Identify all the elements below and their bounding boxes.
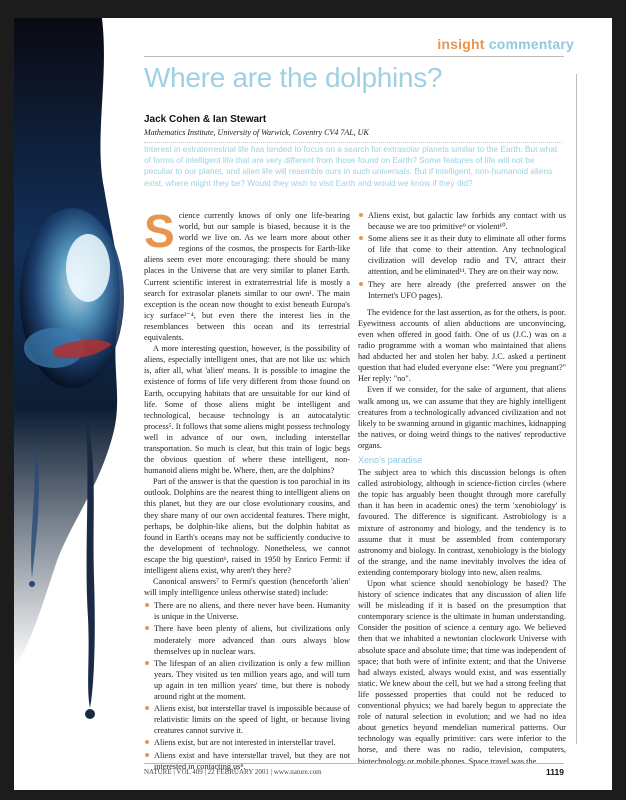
page-number: 1119: [546, 767, 564, 777]
list-item: There have been plenty of aliens, but civilizations only moderately more advanced than ours always blow themselves up in nuclear wars.: [144, 623, 350, 656]
list-item: Some aliens see it as their duty to eliminate all other forms of life that come to their attention. Any technological civilization will develop radio and TV, attract their attention, and be eliminated¹¹. They are on their way now.: [358, 233, 566, 277]
fermi-answers-list: [144, 600, 350, 771]
list-item: Aliens exist and have interstellar travel, but they are not interested in contacting us⁸.: [144, 750, 350, 772]
drop-cap: S: [144, 205, 175, 257]
intro-paragraph: [144, 205, 350, 343]
body-paragraph: A more interesting question, however, is the possibility of aliens, especially intelligent ones, that are not like us: which is, after all, what 'alien' means. It is possible to imagine the existence of forms of life very different from those found on Earth, occupying habitats that are unsuitable for our kind of life. Some of those aliens might be intelligent and technological, because technology is an autocatalytic process⁵. It follows that some aliens might possess technology well in advance of our own, including interstellar transportation. So much is clear, but this train of logic begs the obvious question of where these intelligent, non-humanoid aliens might be. Where, then, are the dolphins?: [144, 344, 350, 476]
article-title: Where are the dolphins?: [144, 62, 443, 93]
body-paragraph: Part of the answer is that the question is too parochial in its outlook. Dolphins are the nearest thing to intelligent aliens on this planet, but they are our close evolutionary cousins, and they share many of our own accidental features. There might, perhaps, be dolphin-like aliens, but the dolphin habitat as found in Earth's oceans may not be sufficiently conducive to the development of technology. Nonetheless, we cannot escape the big question⁶, raised in 1950 by Enrico Fermi: if intelligent aliens exist, why aren't they here?: [144, 477, 350, 575]
abstract-divider: [144, 142, 562, 143]
list-item: Aliens exist, but galactic law forbids any contact with us because we are too primitive⁹ or violent¹⁰.: [358, 210, 566, 232]
magazine-page: [14, 18, 612, 790]
body-paragraph: Upon what science should xenobiology be based? The history of science indicates that any discussion of alien life will be misleading if it is based on the presumption that contemporary science is the ultimate in human understanding. Consider the position of science a century ago. We believed then that we inhabited a newtonian clockwork Universe with absolute space and absolute time; that time was independent of space; that both were of infinite extent; and that the Universe had always existed, always would exist, and was essentially static. We knew about the cell, but we had a strong feeling that life possessed properties that could not be reduced to conventional physics; we had barely begun to appreciate the role of natural selection in evolution; and we had no idea about genetics beyond mendelian numerical patterns. Our technology was equally primitive: cars were inferior to the horse, and there was no radio, television, computers, biotechnology or mobile phones. Space travel was the: [358, 579, 566, 766]
list-item: Aliens exist, but are not interested in interstellar travel.: [144, 737, 350, 748]
body-paragraph: Canonical answers⁷ to Fermi's question (henceforth 'alien' will imply intelligence unless otherwise stated) include:: [144, 577, 350, 598]
intro-text: cience currently knows of only one life-bearing world, but our sample is biased, because it is the world we live on. As we learn more about other regions of the cosmos, the prospects for Earth-like aliens seem ever more encouraging: there should be many places in the Universe that are very similar to planet Earth. Current scientific interest in extraterrestrial life is mostly a search for extrasolar planets similar to our own¹. The main exception is the ocean now thought to exist beneath Europa's icy surface²⁻⁴, but even there the interest lies in the resemblances between this ocean and its terrestrial equivalents.: [144, 211, 350, 343]
section-subheading: Xeno's paradise: [358, 454, 423, 465]
fermi-answers-list-continued: [358, 210, 566, 301]
text-column-right: [358, 210, 566, 767]
text-column-left: [144, 205, 350, 774]
abstract-splash-artwork: [14, 18, 124, 790]
section-word-insight: insight: [437, 36, 485, 52]
article-authors: Jack Cohen & Ian Stewart: [144, 114, 267, 125]
section-tag: [437, 36, 574, 52]
list-item: There are no aliens, and there never have been. Humanity is unique in the Universe.: [144, 600, 350, 622]
body-paragraph: Even if we consider, for the sake of argument, that aliens walk among us, we can assume that they are highly intelligent creatures from a technologically advanced civilization and not likely to be swanning around in gigantic machines, kidnapping the natives, or doing weird things to the natives' reproductive organs.: [358, 385, 566, 450]
journal-citation: NATURE | VOL 409 | 22 FEBRUARY 2001 | www.nature.com: [144, 768, 322, 776]
right-margin-rule: [576, 74, 577, 744]
list-item: Aliens exist, but interstellar travel is impossible because of relativistic limits on the speed of light, or because living creatures cannot survive it.: [144, 703, 350, 736]
list-item: The lifespan of an alien civilization is only a few million years. They visited us ten million years ago, and will turn up again in ten million years' time, but there is nobody around right at the moment.: [144, 658, 350, 702]
section-word-commentary: commentary: [488, 36, 574, 52]
body-paragraph: The evidence for the last assertion, as for the others, is poor. Eyewitness accounts of alien abductions are unconvincing, even when offered in good faith. One of us (J.C.) was on a radio programme with a woman who maintained that aliens had abducted her and stolen her baby. J.C. asked a pertinent question that had eluded everyone else: "Were you pregnant?" Her reply: "no".: [358, 307, 566, 384]
article-column-area: [124, 18, 612, 790]
body-paragraph: The subject area to which this discussion belongs is often called astrobiology, although in science-fiction circles (where the topic has arguably been thought through more carefully than it has been in academic ones) the term 'xenobiology' is favoured. The difference is significant. Astrobiology is a mixture of astronomy and biology, and the tendency is to assume that it must be assembled from contemporary astronomy and biology. In contrast, xenobiology is the biology of the strange, and the name inevitably involves the idea of extending contemporary biology into new, alien realms.: [358, 468, 566, 577]
list-item: They are here already (the preferred answer on the Internet's UFO pages).: [358, 279, 566, 301]
author-affiliation: Mathematics Institute, University of Warwick, Coventry CV4 7AL, UK: [144, 128, 369, 137]
article-abstract: Interest in extraterrestrial life has tended to focus on a search for extrasolar planets similar to the Earth. But what of forms of intelligent life that are very different from those found on Earth? Some features of life will not be peculiar to our planet, and alien life will resemble ours in such universals. But if intelligent, non-humanoid aliens exist, where might they be? Would they wish to visit Earth and would we know if they did?: [144, 144, 558, 188]
header-rule: [144, 56, 564, 57]
page-footer: [144, 763, 564, 776]
